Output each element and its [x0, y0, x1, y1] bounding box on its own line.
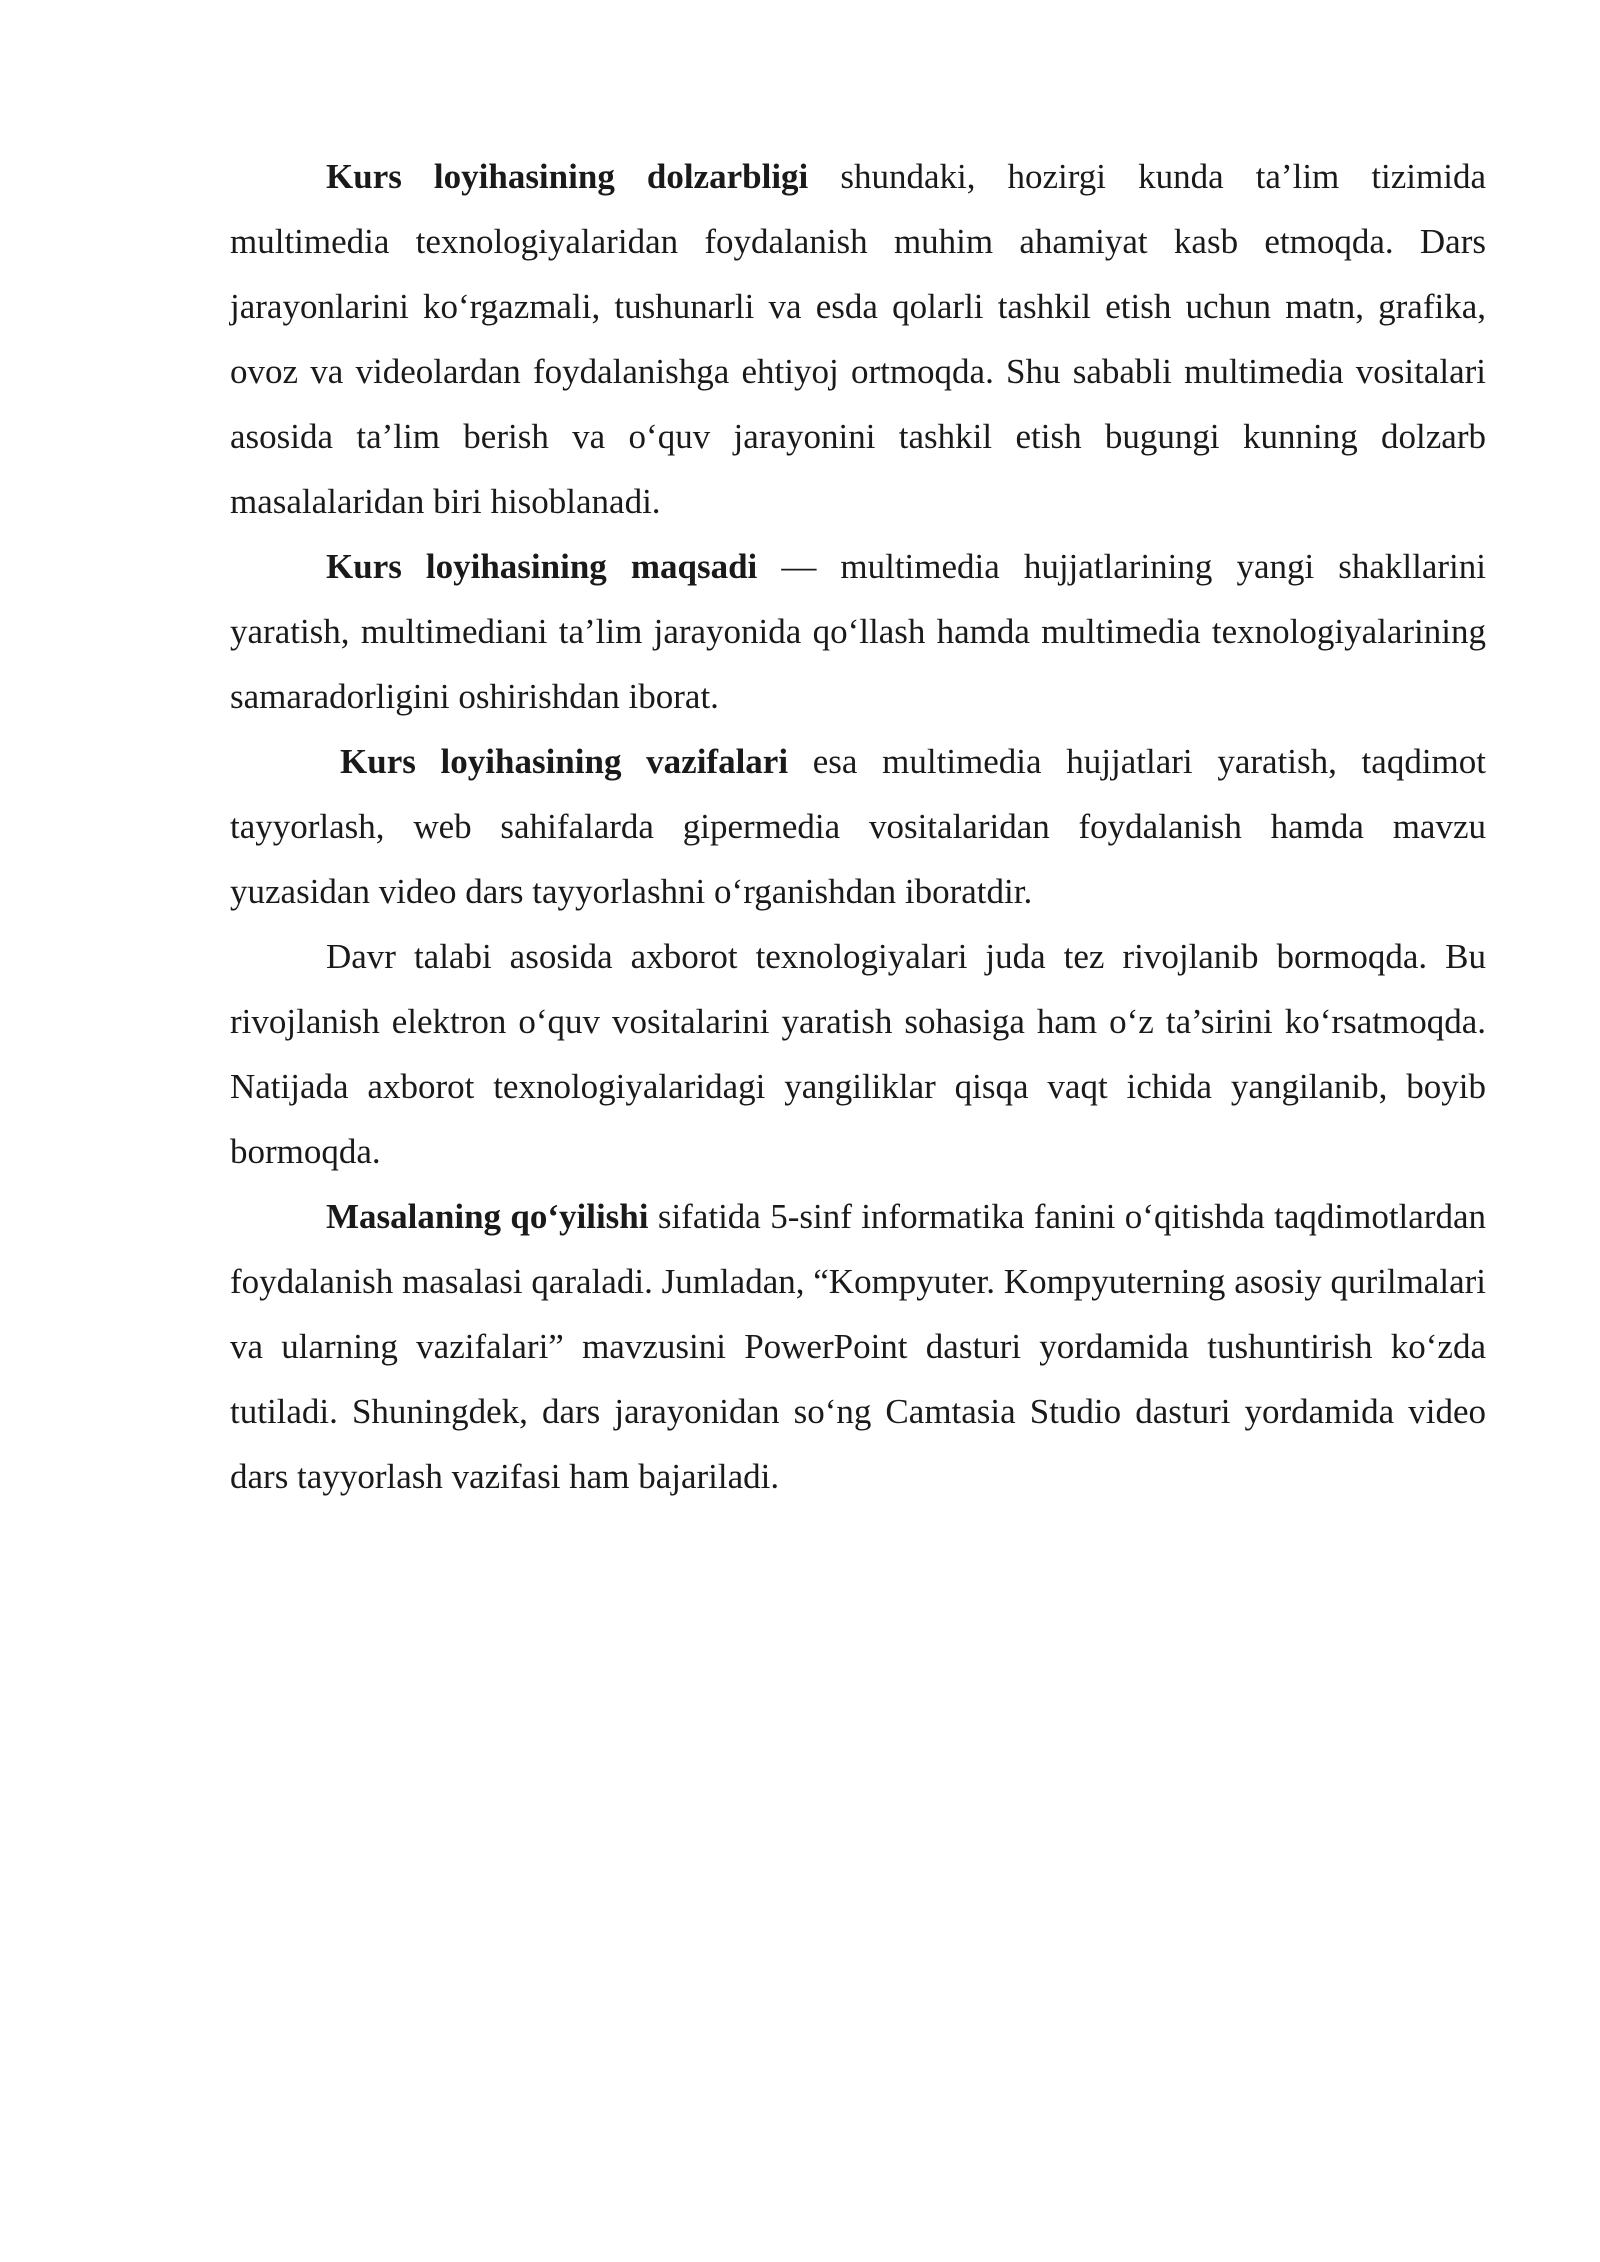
paragraph-lead: Masalaning qo‘yilishi [326, 1197, 649, 1236]
paragraph-goal [230, 534, 1486, 729]
paragraph-text: shundaki, hozirgi kunda ta’lim tizimida multimedia texnologiyalaridan foydalanish muhim ahamiyat kasb etmoqda. Dars jarayonlarini ko‘rgazmali, tushunarli va esda qolarli tashkil etish uchun matn, grafika, ovoz va videolardan foydalanishga ehtiyoj ortmoqda. Shu sababli multimedia vositalari asosida ta’lim berish va o‘quv jarayonini tashkil etish bugungi kunning dolzarb masalalaridan biri hisoblanadi. [230, 157, 1487, 521]
paragraph-text: Davr talabi asosida axborot texnologiyalari juda tez rivojlanib bormoqda. Bu rivojlanish elektron o‘quv vositalarini yaratish sohasiga ham o‘z ta’sirini ko‘rsatmoqda. Natijada axborot texnologiyalaridagi yangiliklar qisqa vaqt ichida yangilanib, boyib bormoqda. [230, 937, 1486, 1171]
paragraph-text: — multimedia hujjatlarining yangi shakllarini yaratish, multimediani ta’lim jarayonida qo‘llash hamda multimedia texnologiyalarining samaradorligini oshirishdan iborat. [230, 547, 1486, 716]
paragraph-tasks [230, 729, 1486, 924]
paragraph-lead: Kurs loyihasining dolzarbligi [326, 157, 809, 196]
paragraph-text: sifatida 5-sinf informatika fanini o‘qitishda taqdimotlardan foydalanish masalasi qaraladi. Jumladan, “Kompyuter. Kompyuterning asosiy qurilmalari va ularning vazifalari” mavzusini PowerPoint dasturi yordamida tushuntirish ko‘zda tutiladi. Shuningdek, dars jarayonidan so‘ng Camtasia Studio dasturi yordamida video dars tayyorlash vazifasi ham bajariladi. [230, 1197, 1486, 1496]
paragraph-relevance [230, 144, 1486, 534]
paragraph-context [230, 924, 1486, 1184]
paragraph-lead: Kurs loyihasining maqsadi [326, 547, 758, 586]
document-page [230, 144, 1486, 1509]
paragraph-text: esa multimedia hujjatlari yaratish, taqdimot tayyorlash, web sahifalarda gipermedia vositalaridan foydalanish hamda mavzu yuzasidan video dars tayyorlashni o‘rganishdan iboratdir. [230, 742, 1486, 911]
paragraph-problem-statement [230, 1184, 1486, 1509]
paragraph-lead: Kurs loyihasining vazifalari [340, 742, 789, 781]
